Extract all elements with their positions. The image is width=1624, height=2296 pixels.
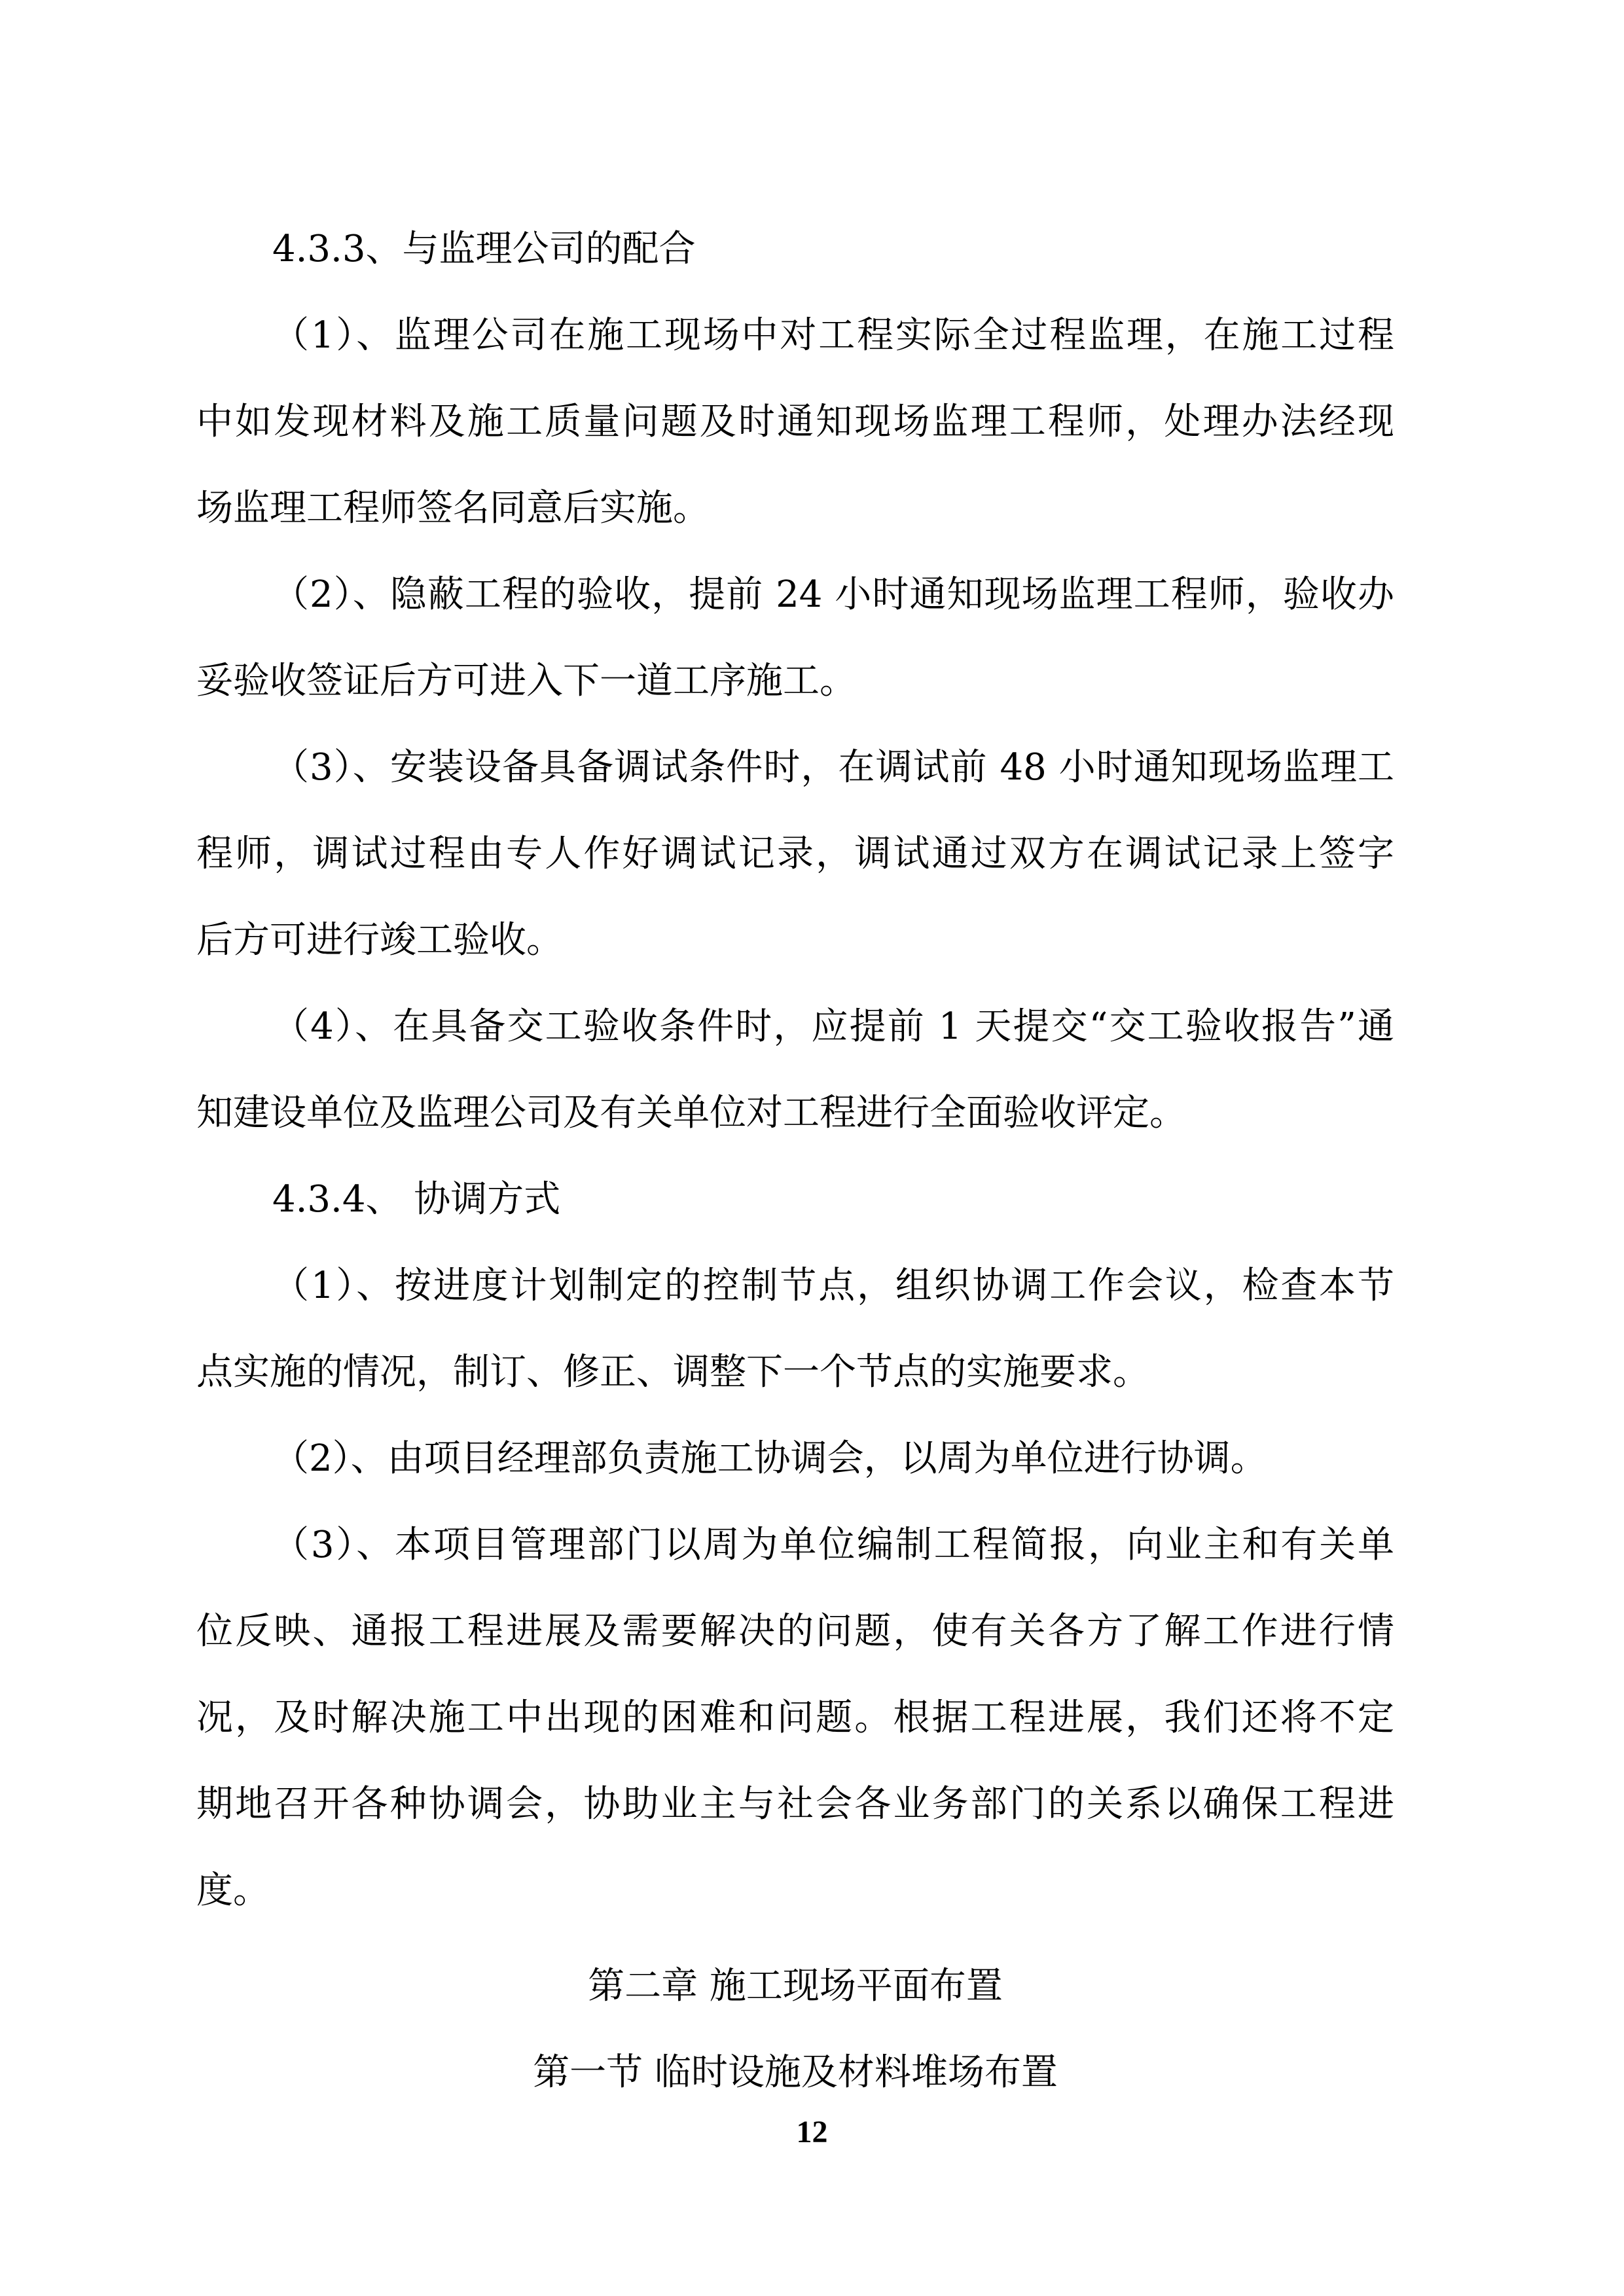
paragraph-4-3-3-item-1 (196, 293, 1394, 552)
text-line: 点实施的情况，制订、修正、调整下一个节点的实施要求。 (196, 1351, 1149, 1393)
text-line: （4）、在具备交工验收条件时，应提前 1 天提交“交工验收报告”通 (272, 1005, 1394, 1048)
text-line: 妥验收签证后方可进入下一道工序施工。 (196, 660, 856, 702)
text-line: （3）、安装设备具备调试条件时，在调试前 48 小时通知现场监理工 (272, 746, 1394, 789)
paragraph-4-3-4-item-1 (196, 1243, 1394, 1416)
text-line: 程师，调试过程由专人作好调试记录，调试通过双方在调试记录上签字 (196, 833, 1394, 875)
text-line: （2）、由项目经理部负责施工协调会，以周为单位进行协调。 (272, 1437, 1267, 1480)
paragraph-4-3-4-item-3 (196, 1502, 1394, 1934)
paragraph-4-3-3-item-4 (196, 984, 1394, 1157)
text-line: 度。 (196, 1869, 270, 1912)
document-page (196, 206, 1394, 2116)
paragraph-4-3-4-item-2 (196, 1416, 1394, 1502)
text-line: （1）、按进度计划制定的控制节点，组织协调工作会议，检查本节 (272, 1265, 1394, 1307)
text-line: 位反映、通报工程进展及需要解决的问题，使有关各方了解工作进行情 (196, 1610, 1394, 1653)
paragraph-4-3-3-item-3 (196, 725, 1394, 984)
text-line: 场监理工程师签名同意后实施。 (196, 487, 710, 529)
text-line: 中如发现材料及施工质量问题及时通知现场监理工程师，处理办法经现 (196, 401, 1394, 443)
text-line: 后方可进行竣工验收。 (196, 919, 563, 961)
text-line: （3）、本项目管理部门以周为单位编制工程简报，向业主和有关单 (272, 1524, 1394, 1566)
chapter-title: 第二章 施工现场平面布置 (588, 1965, 1003, 2007)
section-heading-4-3-3: 4.3.3、与监理公司的配合 (272, 228, 696, 270)
section-title: 第一节 临时设施及材料堆场布置 (533, 2051, 1058, 2094)
text-line: 况，及时解决施工中出现的困难和问题。根据工程进展，我们还将不定 (196, 1696, 1394, 1739)
page-number: 12 (796, 2115, 828, 2149)
text-line: 期地召开各种协调会，协助业主与社会各业务部门的关系以确保工程进 (196, 1783, 1394, 1825)
paragraph-4-3-3-item-2 (196, 552, 1394, 725)
text-line: 知建设单位及监理公司及有关单位对工程进行全面验收评定。 (196, 1092, 1186, 1134)
section-heading-4-3-4: 4.3.4、 协调方式 (272, 1178, 561, 1221)
text-line: （2）、隐蔽工程的验收，提前 24 小时通知现场监理工程师，验收办 (272, 573, 1394, 616)
text-line: （1）、监理公司在施工现场中对工程实际全过程监理，在施工过程 (272, 314, 1394, 357)
